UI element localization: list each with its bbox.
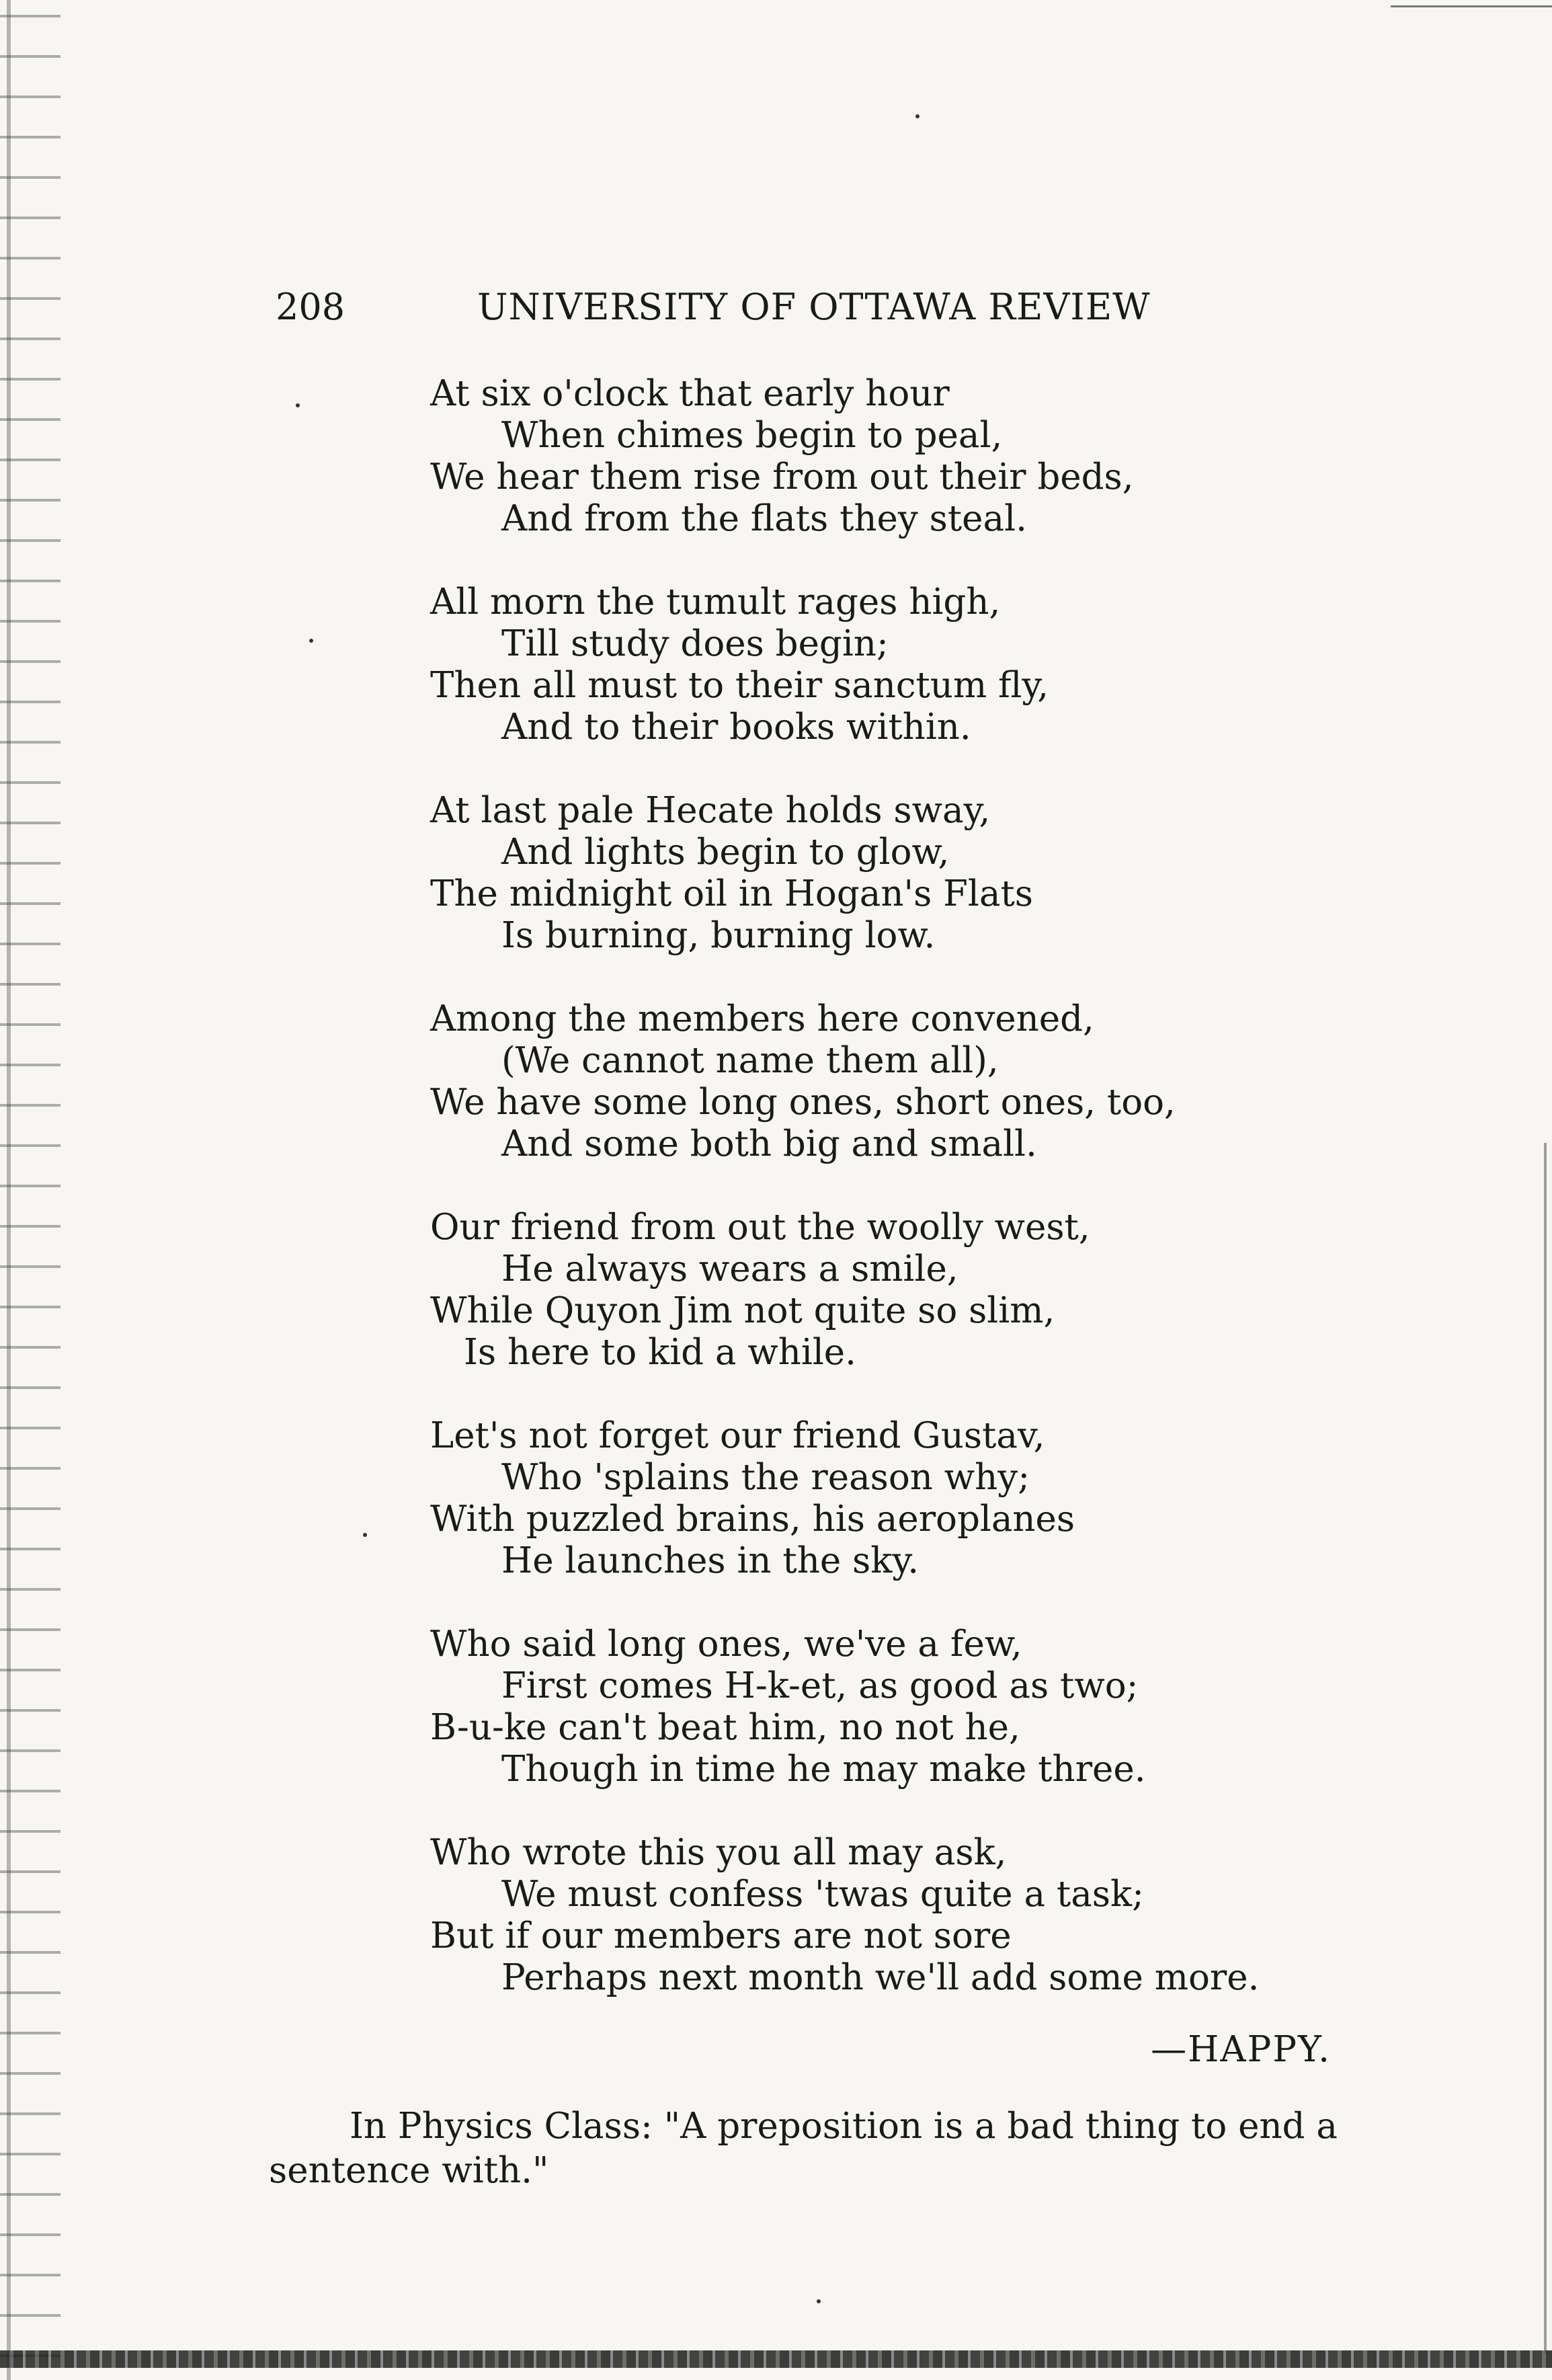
poem-line: Though in time he may make three. — [501, 1749, 1146, 1790]
speck — [817, 2299, 821, 2303]
top-rule — [1391, 5, 1552, 7]
stanza-3 — [430, 790, 1371, 957]
poem-line: Is here to kid a while. — [464, 1332, 856, 1373]
footnote-line: sentence with." — [269, 2150, 549, 2191]
poem-line: Who said long ones, we've a few, — [430, 1624, 1022, 1665]
footnote — [269, 2104, 1412, 2193]
page-number: 208 — [276, 286, 345, 328]
page-binding-edge — [7, 0, 11, 2380]
poem-line: B-u-ke can't beat him, no not he, — [430, 1707, 1020, 1748]
poem-line: But if our members are not sore — [430, 1915, 1012, 1956]
poem-line: When chimes begin to peal, — [501, 415, 1003, 456]
poem-line: Perhaps next month we'll add some more. — [501, 1957, 1260, 1998]
speck — [363, 1533, 367, 1537]
speck — [915, 114, 920, 118]
poem-line: Who 'splains the reason why; — [501, 1457, 1030, 1498]
poem-line: (We cannot name them all), — [501, 1040, 999, 1081]
poem-line: Till study does begin; — [501, 623, 889, 664]
poem-line: The midnight oil in Hogan's Flats — [430, 873, 1033, 914]
poem-line: Among the members here convened, — [430, 998, 1094, 1039]
poem-signature: —HAPPY. — [1151, 2029, 1331, 2070]
poem-line: We must confess 'twas quite a task; — [501, 1874, 1144, 1915]
poem-line: He launches in the sky. — [501, 1540, 920, 1581]
footnote-line: In Physics Class: "A preposition is a bad thing to end a — [350, 2106, 1338, 2147]
poem-line: First comes H-k-et, as good as two; — [501, 1665, 1139, 1706]
stanza-1 — [430, 373, 1371, 540]
right-page-edge — [1544, 1143, 1547, 2353]
poem-line: Who wrote this you all may ask, — [430, 1832, 1007, 1873]
page-header — [276, 286, 1230, 340]
poem-line: Then all must to their sanctum fly, — [430, 665, 1049, 706]
poem-line: And lights begin to glow, — [501, 832, 950, 873]
bottom-page-edge — [0, 2350, 1552, 2368]
poem-line: And some both big and small. — [501, 1123, 1037, 1164]
poem-line: While Quyon Jim not quite so slim, — [430, 1290, 1055, 1331]
poem-line: And from the flats they steal. — [501, 498, 1027, 539]
running-title: UNIVERSITY OF OTTAWA REVIEW — [477, 286, 1151, 328]
stanza-8 — [430, 1832, 1371, 1999]
poem-line: We have some long ones, short ones, too, — [430, 1082, 1176, 1123]
speck — [296, 403, 300, 407]
poem-line: Our friend from out the woolly west, — [430, 1207, 1090, 1248]
poem — [430, 373, 1371, 2040]
poem-line: At last pale Hecate holds sway, — [430, 790, 991, 831]
poem-line: And to their books within. — [501, 707, 971, 748]
stanza-5 — [430, 1207, 1371, 1374]
stanza-4 — [430, 998, 1371, 1165]
poem-line: He always wears a smile, — [501, 1248, 958, 1290]
poem-line: All morn the tumult rages high, — [430, 582, 1001, 623]
stanza-2 — [430, 582, 1371, 748]
stanza-6 — [430, 1415, 1371, 1582]
poem-line: Is burning, burning low. — [501, 915, 936, 956]
poem-line: At six o'clock that early hour — [430, 373, 950, 414]
stanza-7 — [430, 1624, 1371, 1790]
poem-line: With puzzled brains, his aeroplanes — [430, 1499, 1075, 1540]
speck — [309, 639, 313, 643]
poem-line: Let's not forget our friend Gustav, — [430, 1415, 1045, 1456]
poem-line: We hear them rise from out their beds, — [430, 457, 1134, 498]
